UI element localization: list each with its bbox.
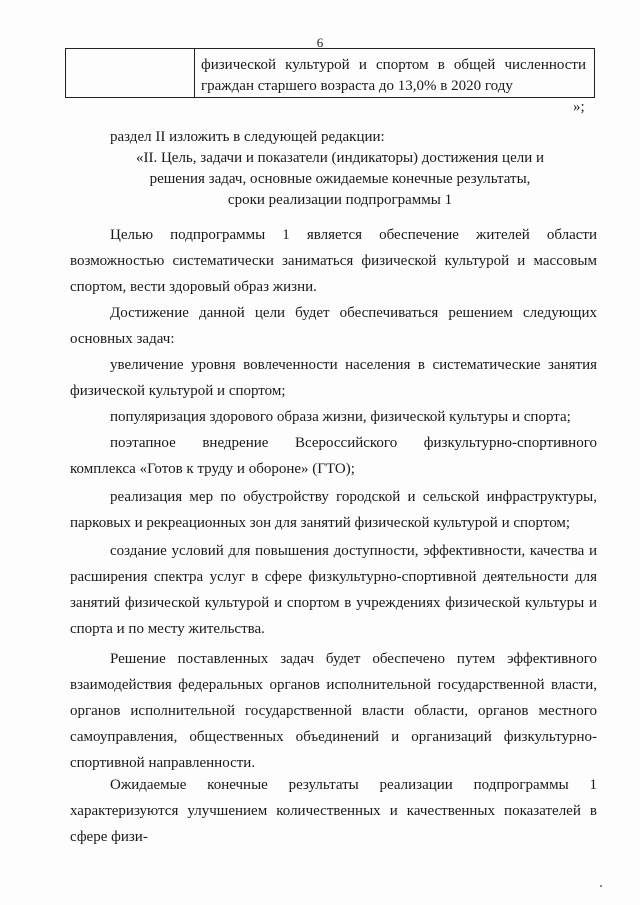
table-row <box>65 48 595 98</box>
scan-artifact-dot <box>600 885 602 887</box>
task-item-4: реализация мер по обустройству городской и сельской инфраструктуры, парковых и рекреационных зон для занятий физической культурой и спортом; <box>70 489 597 531</box>
intro-line: раздел II изложить в следующей редакции: <box>110 129 385 145</box>
solution-paragraph: Решение поставленных задач будет обеспечено путем эффективного взаимодействия федеральных органов исполнительной государственной власти, органов исполнительной государственной власти области, органов местного самоуправления, общественных объединений и организаций физкультурно-спортивной направленности. <box>70 651 597 771</box>
goal-paragraph: Целью подпрограммы 1 является обеспечение жителей области возможностью систематически заниматься физической культурой и массовым спортом, вести здоровый образ жизни. <box>70 227 597 295</box>
task-item-2: популяризация здорового образа жизни, физической культуры и спорта; <box>110 409 571 425</box>
section-heading: «II. Цель, задачи и показатели (индикаторы) достижения цели и решения задач, основные ожидаемые конечные результаты, сроки реализации подпрограммы 1 <box>135 150 545 208</box>
table-cell-text: физической культурой и спортом в общей численности граждан старшего возраста до 13,0% в 2020 году <box>201 57 586 94</box>
task-item-5: создание условий для повышения доступности, эффективности, качества и расширения спектра услуг в сфере физкультурно-спортивной деятельности для занятий физической культурой и спортом в учреждениях физической культуры и спорта и по месту жительства. <box>70 543 597 637</box>
task-item-3: поэтапное внедрение Всероссийского физкультурно-спортивного комплекса «Готов к труду и обороне» (ГТО); <box>70 435 597 477</box>
results-paragraph: Ожидаемые конечные результаты реализации подпрограммы 1 характеризуются улучшением количественных и качественных показателей в сфере физи- <box>70 777 597 845</box>
task-item-1: увеличение уровня вовлеченности населения в систематические занятия физической культурой и спортом; <box>70 357 597 399</box>
closing-quote: »; <box>573 99 585 115</box>
tasks-intro-paragraph: Достижение данной цели будет обеспечиваться решением следующих основных задач: <box>70 305 597 347</box>
table-cell-empty <box>66 49 195 97</box>
page-number: 6 <box>316 35 324 50</box>
